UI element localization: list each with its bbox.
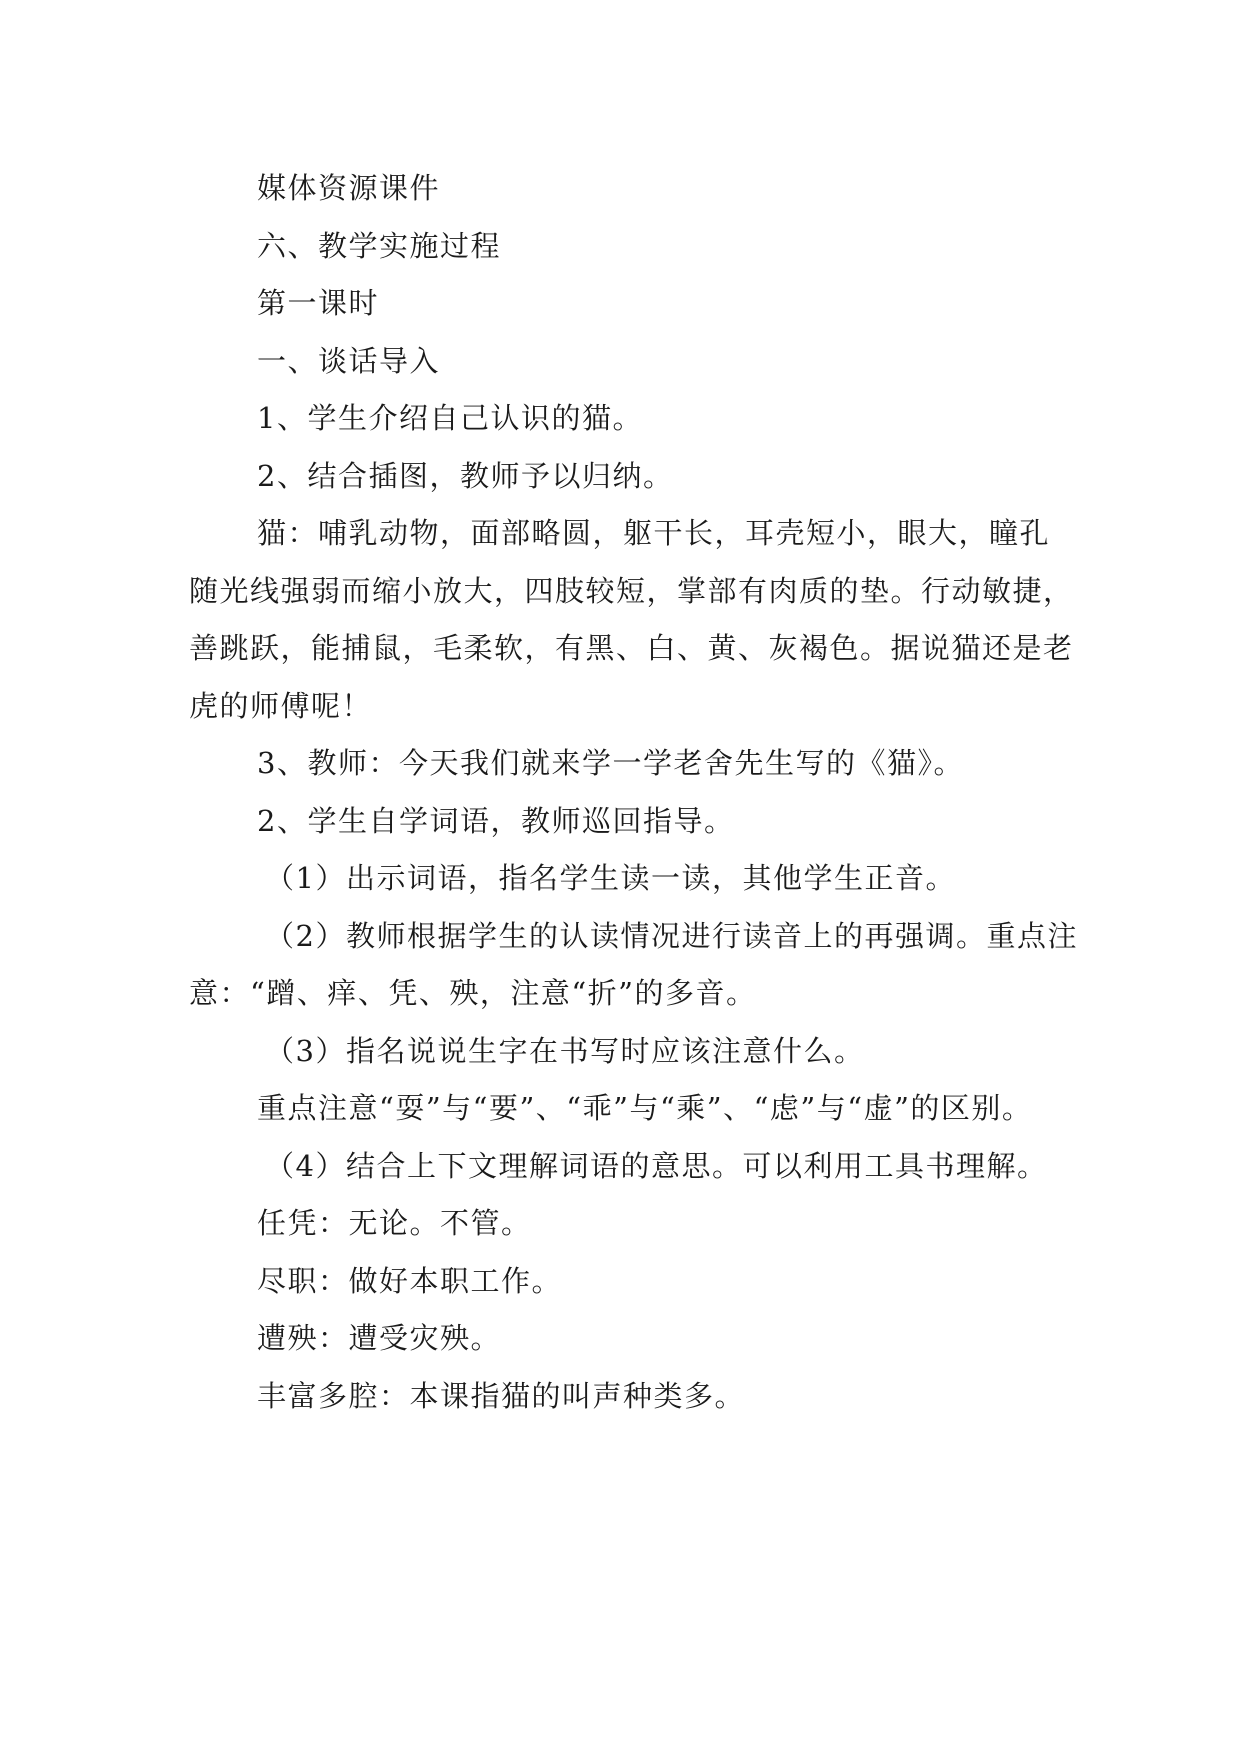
section-heading-teaching-process: 六、教学实施过程 bbox=[257, 228, 502, 263]
sub-item-1: （1）出示词语，指名学生读一读，其他学生正音。 bbox=[265, 861, 956, 895]
sub-item-2: （2）教师根据学生的认读情况进行读音上的再强调。重点注意：“蹭、痒、凭、殃，注意“折”的多音。 bbox=[189, 918, 1078, 1010]
definition-jinzhi: 尽职：做好本职工作。 bbox=[257, 1263, 563, 1298]
definition-renping: 任凭：无论。不管。 bbox=[257, 1206, 532, 1240]
paragraph-media-resources: 媒体资源课件 bbox=[257, 171, 441, 205]
paragraph-key-points: 重点注意“耍”与“要”、“乖”与“乘”、“虑”与“虚”的区别。 bbox=[257, 1091, 1033, 1125]
definition-zaoyang: 遭殃：遭受灾殃。 bbox=[257, 1321, 502, 1355]
sub-item-4: （4）结合上下文理解词语的意思。可以利用工具书理解。 bbox=[265, 1148, 1048, 1183]
list-item-2-self-study: 2、学生自学词语，教师巡回指导。 bbox=[257, 803, 735, 838]
list-item-3: 3、教师：今天我们就来学一学老舍先生写的《猫》。 bbox=[257, 746, 964, 780]
list-item-2: 2、结合插图，教师予以归纳。 bbox=[257, 458, 674, 493]
subsection-heading-introduction: 一、谈话导入 bbox=[257, 343, 441, 378]
sub-item-3: （3）指名说说生字在书写时应该注意什么。 bbox=[265, 1033, 865, 1068]
definition-fengfu-duoqiang: 丰富多腔：本课指猫的叫声种类多。 bbox=[257, 1378, 746, 1413]
list-item-1: 1、学生介绍自己认识的猫。 bbox=[257, 401, 643, 435]
paragraph-cat-description: 猫：哺乳动物，面部略圆，躯干长，耳壳短小，眼大，瞳孔随光线强弱而缩小放大，四肢较短，掌部有肉质的垫。行动敏捷，善跳跃，能捕鼠，毛柔软，有黑、白、黄、灰褐色。据说猫还是老虎的师傅呢！ bbox=[189, 516, 1074, 723]
lesson-heading-first: 第一课时 bbox=[257, 286, 380, 320]
document-page bbox=[189, 160, 1079, 1425]
